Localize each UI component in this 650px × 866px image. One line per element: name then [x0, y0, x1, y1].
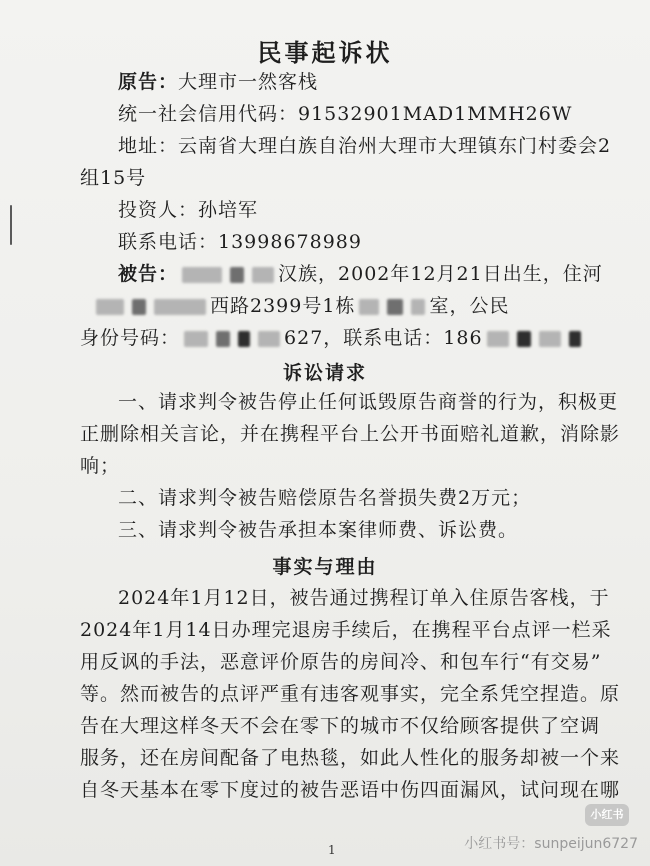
- plaintiff-address-line2: 组15号: [80, 167, 147, 189]
- redaction: [387, 299, 403, 315]
- plaintiff-label: 原告：: [118, 71, 179, 93]
- defendant-line1: [118, 262, 603, 286]
- claim-2: 二、请求判令被告赔偿原告名誉损失费2万元；: [118, 487, 532, 509]
- redaction: [230, 267, 244, 283]
- redaction: [517, 331, 531, 347]
- investor: 投资人：孙培军: [118, 199, 259, 221]
- facts-line5: 告在大理这样冬天不会在零下的城市不仅给顾客提供了空调: [80, 715, 601, 737]
- redaction: [487, 331, 509, 347]
- facts-line6: 服务，还在房间配备了电热毯，如此人性化的服务却被一个来: [80, 747, 621, 769]
- credit-code: 统一社会信用代码：91532901MAD1MMH26W: [118, 103, 573, 125]
- redaction: [216, 331, 230, 347]
- redaction: [258, 331, 280, 347]
- claim-1-line1: 一、请求判令被告停止任何诋毁原告商誉的行为，积极更: [118, 391, 619, 413]
- facts-line3: 用反讽的手法，恶意评价原告的房间冷、和包车行“有交易”: [80, 651, 602, 673]
- document-title: 民事起诉状: [257, 38, 393, 67]
- defendant-birth: 汉族，2002年12月21日出生，住河: [278, 263, 603, 285]
- redaction: [182, 267, 222, 283]
- redaction: [132, 299, 146, 315]
- plaintiff-phone: 联系电话：13998678989: [118, 231, 362, 253]
- plaintiff-address-line1: 地址：云南省大理白族自治州大理市大理镇东门村委会2: [118, 135, 612, 157]
- claims-heading: 诉讼请求: [282, 362, 367, 384]
- facts-line4: 等。然而被告的点评严重有违客观事实，完全系凭空捏造。原: [80, 683, 621, 705]
- defendant-line3: [80, 326, 585, 350]
- defendant-line2: [92, 294, 509, 318]
- redaction: [238, 331, 250, 347]
- defendant-address: 西路2399号1栋: [210, 295, 356, 317]
- page-number: 1: [328, 843, 336, 857]
- facts-line1: 2024年1月12日，被告通过携程订单入住原告客栈，于: [118, 587, 610, 609]
- facts-line7: 自冬天基本在零下度过的被告恶语中伤四面漏风，试问现在哪: [80, 779, 621, 801]
- redaction: [359, 299, 379, 315]
- redaction: [411, 299, 425, 315]
- watermark-logo: 小红书: [585, 804, 629, 826]
- defendant-address-room: 室，公民: [429, 295, 510, 317]
- redaction: [569, 331, 581, 347]
- redaction: [539, 331, 561, 347]
- margin-mark: [10, 205, 12, 245]
- claim-1-line2: 正删除相关言论，并在携程平台上公开书面赔礼道歉，消除影: [80, 423, 621, 445]
- defendant-label: 被告：: [118, 263, 179, 285]
- redaction: [154, 299, 206, 315]
- plaintiff-name: 大理市一然客栈: [178, 71, 319, 93]
- defendant-id-label: 身份号码：: [80, 327, 181, 349]
- redaction: [252, 267, 274, 283]
- plaintiff-line: [118, 70, 318, 94]
- facts-heading: 事实与理由: [272, 556, 378, 578]
- defendant-id-phone: 627，联系电话：186: [284, 327, 483, 349]
- redaction: [184, 331, 208, 347]
- claim-3: 三、请求判令被告承担本案律师费、诉讼费。: [118, 519, 519, 541]
- watermark-text: 小红书号：sunpeijun6727: [464, 836, 638, 852]
- claim-1-line3: 响；: [80, 455, 121, 477]
- redaction: [96, 299, 124, 315]
- facts-line2: 2024年1月14日办理完退房手续后，在携程平台点评一栏采: [80, 619, 612, 641]
